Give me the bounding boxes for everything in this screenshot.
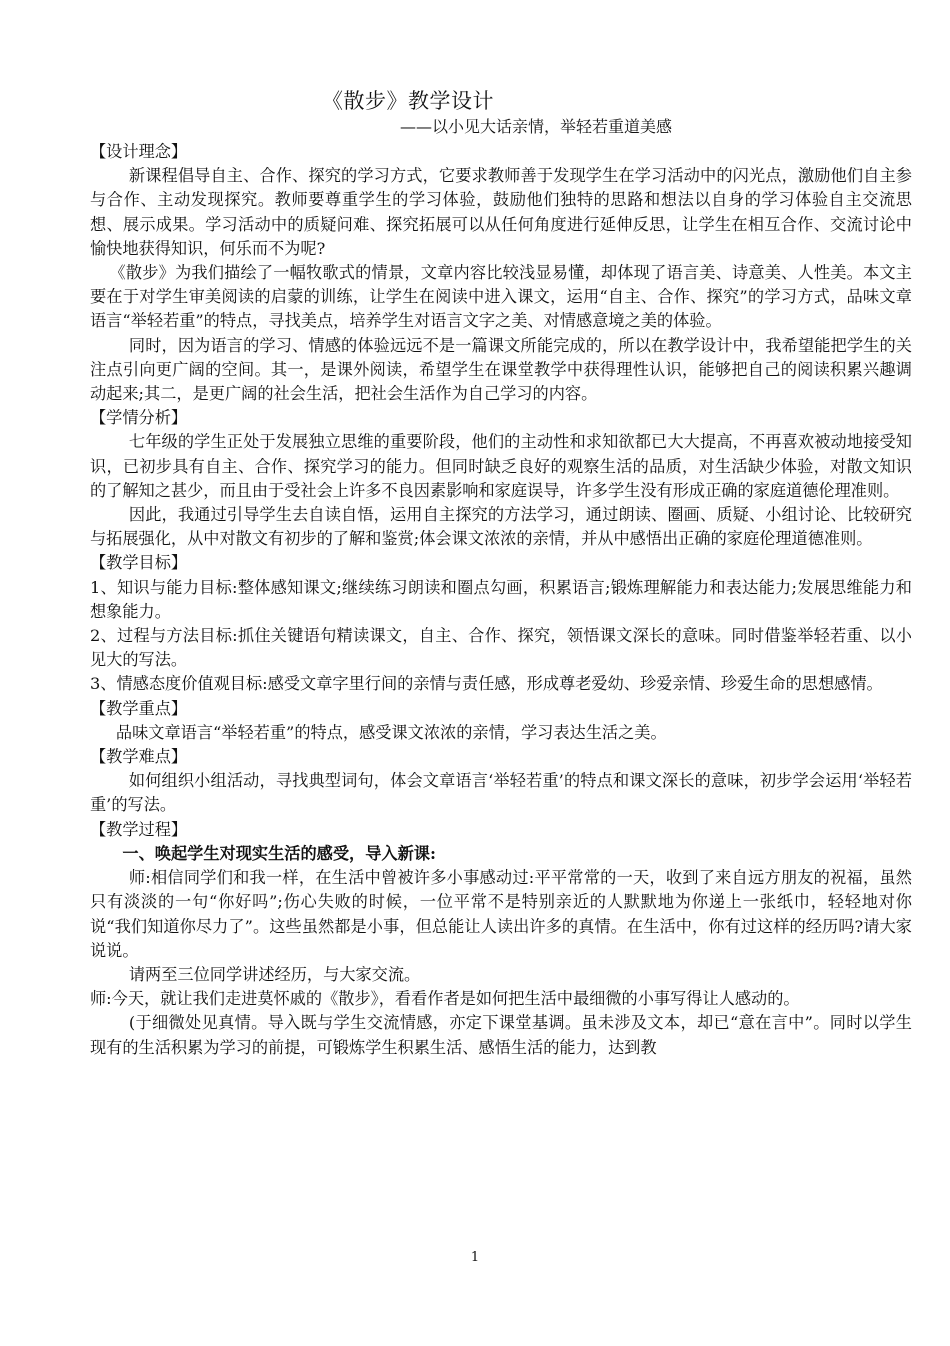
goal-item: 2、过程与方法目标:抓住关键语句精读课文，自主、合作、探究，领悟课文深长的意味。同时借鉴举轻若重、以小见大的写法。 (90, 626, 912, 670)
document-body (90, 140, 912, 1060)
paragraph: 新课程倡导自主、合作、探究的学习方式，它要求教师善于发现学生在学习活动中的闪光点，激励他们自主参与合作、主动发现探究。教师要尊重学生的学习体验，鼓励他们独特的思路和想法以自身的学习体验自主交流思想、展示成果。学习活动中的质疑问难、探究拓展可以从任何角度进行延伸反思，让学生在相互合作、交流讨论中愉快地获得知识，何乐而不为呢? (90, 166, 912, 258)
paragraph: 《散步》为我们描绘了一幅牧歌式的情景，文章内容比较浅显易懂，却体现了语言美、诗意美、人性美。本文主要在于对学生审美阅读的启蒙的训练，让学生在阅读中进入课文，运用“自主、合作、探究”的学习方式，品味文章语言“举轻若重”的特点，寻找美点，培养学生对语言文字之美、对情感意境之美的体验。 (90, 263, 912, 331)
section-heading-process: 【教学过程】 (90, 819, 188, 839)
goal-item: 3、情感态度价值观目标:感受文章字里行间的亲情与责任感，形成尊老爱幼、珍爱亲情、珍爱生命的思想感情。 (90, 674, 883, 694)
section-heading-key: 【教学重点】 (90, 698, 188, 718)
step-heading: 一、唤起学生对现实生活的感受，导入新课: (122, 843, 436, 863)
paragraph: 师:今天，就让我们走进莫怀戚的《散步》，看看作者是如何把生活中最细微的小事写得让人感动的。 (90, 989, 800, 1009)
section-heading-concept: 【设计理念】 (90, 142, 188, 161)
paragraph: (于细微处见真情。导入既与学生交流情感，亦定下课堂基调。虽未涉及文本，却已“意在言中”。同时以学生现有的生活积累为学习的前提，可锻炼学生积累生活、感悟生活的能力，达到教 (90, 1013, 912, 1057)
section-heading-difficulty: 【教学难点】 (90, 747, 188, 767)
paragraph: 师:相信同学们和我一样，在生活中曾被许多小事感动过:平平常常的一天，收到了来自远方朋友的祝福，虽然只有淡淡的一句“你好吗”;伤心失败的时候，一位平常不是特别亲近的人默默地为你递上一张纸巾，轻轻地对你说“我们知道你尽力了”。这些虽然都是小事，但总能让人读出许多的真情。在生活中，你有过这样的经历吗?请大家说说。 (90, 868, 912, 960)
page-number: 1 (470, 1250, 480, 1265)
section-heading-analysis: 【学情分析】 (90, 408, 188, 428)
goal-item: 1、知识与能力目标:整体感知课文;继续练习朗读和圈点勾画，积累语言;锻炼理解能力和表达能力;发展思维能力和想象能力。 (90, 577, 912, 621)
paragraph: 因此，我通过引导学生去自读自悟，运用自主探究的方法学习，通过朗读、圈画、质疑、小组讨论、比较研究与拓展强化，从中对散文有初步的了解和鉴赏;体会课文浓浓的亲情，并从中感悟出正确的家庭伦理道德准则。 (90, 505, 912, 549)
paragraph: 品味文章语言“举轻若重”的特点，感受课文浓浓的亲情，学习表达生活之美。 (115, 722, 667, 742)
paragraph: 请两至三位同学讲述经历，与大家交流。 (128, 964, 421, 984)
paragraph: 七年级的学生正处于发展独立思维的重要阶段，他们的主动性和求知欲都已大大提高，不再喜欢被动地接受知识，已初步具有自主、合作、探究学习的能力。但同时缺乏良好的观察生活的品质，对生活缺少体验，对散文知识的了解知之甚少，而且由于受社会上许多不良因素影响和家庭误导，许多学生没有形成正确的家庭道德伦理准则。 (90, 432, 912, 500)
document-title: 《散步》教学设计 (322, 89, 494, 113)
paragraph: 如何组织小组活动，寻找典型词句，体会文章语言‘举轻若重’的特点和课文深长的意味，初步学会运用‘举轻若重’的写法。 (90, 771, 912, 815)
section-heading-goals: 【教学目标】 (90, 553, 188, 573)
document-subtitle: ——以小见大话亲情，举轻若重道美感 (400, 117, 673, 136)
paragraph: 同时，因为语言的学习、情感的体验远远不是一篇课文所能完成的，所以在教学设计中，我希望能把学生的关注点引向更广阔的空间。其一，是课外阅读，希望学生在课堂教学中获得理性认识，能够把自己的阅读积累兴趣调动起来;其二，是更广阔的社会生活，把社会生活作为自己学习的内容。 (90, 335, 912, 404)
